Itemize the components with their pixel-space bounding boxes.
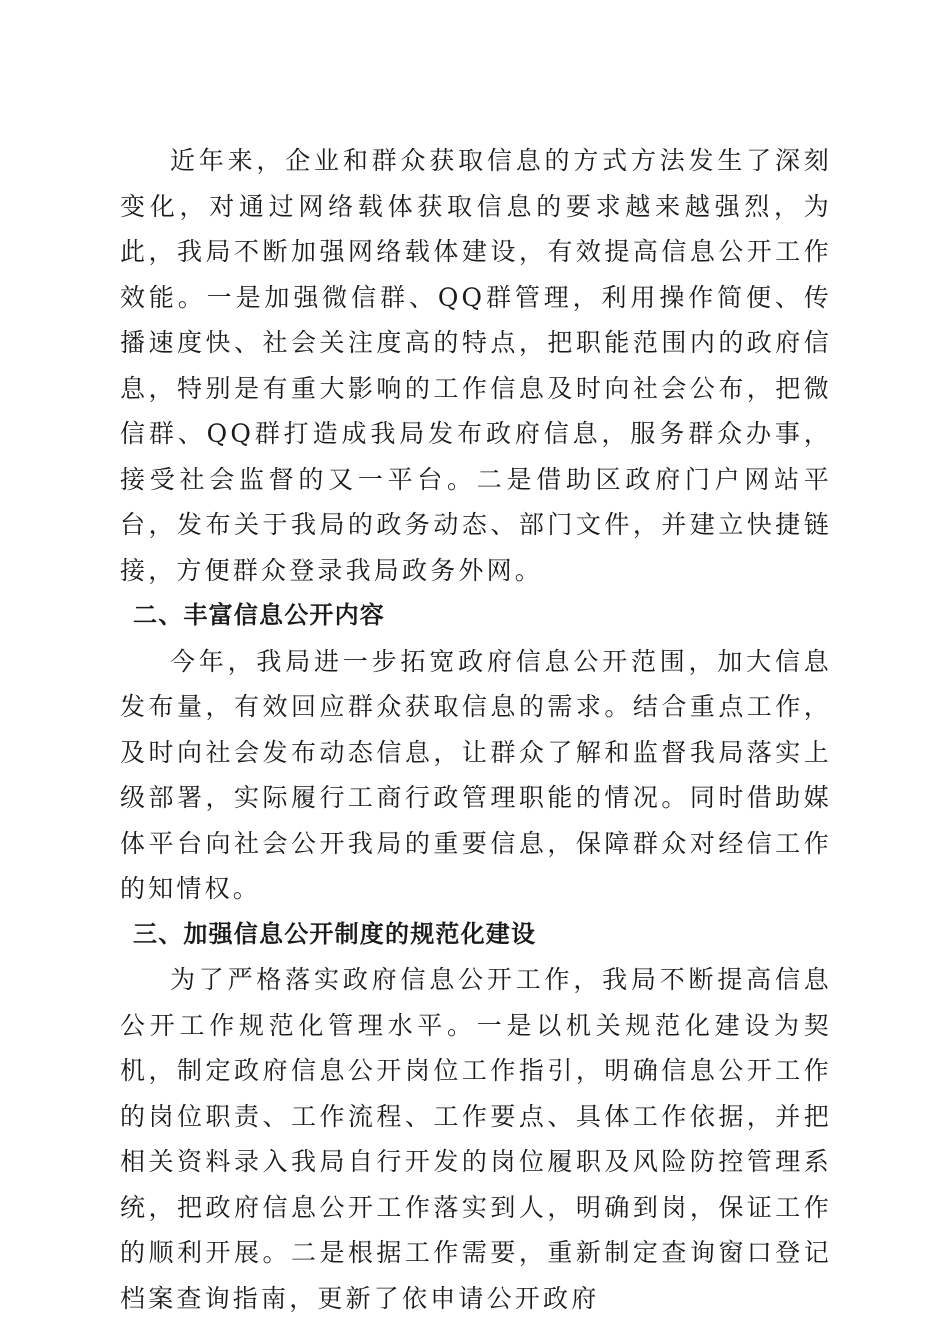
document-body	[120, 138, 832, 1321]
paragraph-enrich-content: 今年，我局进一步拓宽政府信息公开范围，加大信息发布量，有效回应群众获取信息的需求。结合重点工作，及时向社会发布动态信息，让群众了解和监督我局落实上级部署，实际履行工商行政管理职能的情况。同时借助媒体平台向社会公开我局的重要信息，保障群众对经信工作的知情权。	[120, 646, 832, 903]
paragraph-network-platforms: 近年来，企业和群众获取信息的方式方法发生了深刻变化，对通过网络载体获取信息的要求越来越强烈，为此，我局不断加强网络载体建设，有效提高信息公开工作效能。一是加强微信群、QQ群管理，利用操作简便、传播速度快、社会关注度高的特点，把职能范围内的政府信息，特别是有重大影响的工作信息及时向社会公布，把微信群、QQ群打造成我局发布政府信息，服务群众办事，接受社会监督的又一平台。二是借助区政府门户网站平台，发布关于我局的政务动态、部门文件，并建立快捷链接，方便群众登录我局政务外网。	[120, 146, 832, 585]
paragraph-standardization: 为了严格落实政府信息公开工作，我局不断提高信息公开工作规范化管理水平。一是以机关规范化建设为契机，制定政府信息公开岗位工作指引，明确信息公开工作的岗位职责、工作流程、工作要点、具体工作依据，并把相关资料录入我局自行开发的岗位履职及风险防控管理系统，把政府信息公开工作落实到人，明确到岗，保证工作的顺利开展。二是根据工作需要，重新制定查询窗口登记档案查询指南，更新了依申请公开政府	[120, 965, 832, 1313]
section-heading-enrich-content: 二、丰富信息公开内容	[133, 601, 385, 629]
section-heading-standardization: 三、加强信息公开制度的规范化建设	[133, 919, 537, 948]
